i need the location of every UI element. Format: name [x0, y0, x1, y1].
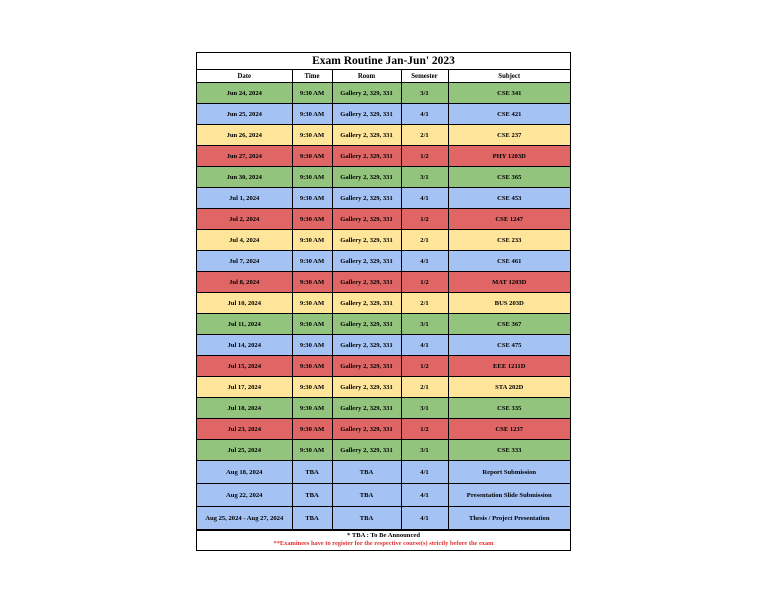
cell-room: Gallery 2, 329, 331	[332, 440, 401, 461]
cell-room: Gallery 2, 329, 331	[332, 230, 401, 251]
cell-subject: CSE 237	[448, 125, 570, 146]
cell-date: Jun 25, 2024	[197, 104, 292, 125]
cell-semester: 1/2	[401, 419, 448, 440]
cell-time: TBA	[292, 461, 332, 484]
cell-semester: 4/1	[401, 104, 448, 125]
cell-room: Gallery 2, 329, 331	[332, 125, 401, 146]
table-row	[197, 419, 570, 440]
cell-time: 9:30 AM	[292, 335, 332, 356]
cell-room: Gallery 2, 329, 331	[332, 83, 401, 104]
table-row	[197, 167, 570, 188]
cell-time: 9:30 AM	[292, 377, 332, 398]
cell-subject: MAT 1203D	[448, 272, 570, 293]
cell-subject: Report Submission	[448, 461, 570, 484]
cell-room: Gallery 2, 329, 331	[332, 293, 401, 314]
table-row	[197, 272, 570, 293]
cell-subject: EEE 1211D	[448, 356, 570, 377]
table-row	[197, 230, 570, 251]
cell-subject: CSE 453	[448, 188, 570, 209]
cell-subject: Thesis / Project Presentation	[448, 507, 570, 530]
cell-semester: 2/1	[401, 293, 448, 314]
cell-room: Gallery 2, 329, 331	[332, 335, 401, 356]
cell-time: TBA	[292, 484, 332, 507]
cell-subject: Presentation Slide Submission	[448, 484, 570, 507]
cell-date: Jun 27, 2024	[197, 146, 292, 167]
cell-room: Gallery 2, 329, 331	[332, 104, 401, 125]
cell-subject: CSE 333	[448, 440, 570, 461]
table-row	[197, 209, 570, 230]
cell-date: Jul 8, 2024	[197, 272, 292, 293]
cell-date: Jul 2, 2024	[197, 209, 292, 230]
cell-semester: 3/1	[401, 314, 448, 335]
cell-subject: CSE 461	[448, 251, 570, 272]
cell-subject: CSE 421	[448, 104, 570, 125]
cell-date: Jun 30, 2024	[197, 167, 292, 188]
cell-date: Aug 25, 2024 - Aug 27, 2024	[197, 507, 292, 530]
cell-subject: CSE 341	[448, 83, 570, 104]
cell-time: 9:30 AM	[292, 398, 332, 419]
cell-subject: PHY 1203D	[448, 146, 570, 167]
header-subject: Subject	[448, 70, 570, 83]
cell-room: Gallery 2, 329, 331	[332, 398, 401, 419]
routine-table	[197, 70, 570, 530]
cell-date: Jul 10, 2024	[197, 293, 292, 314]
cell-semester: 3/1	[401, 83, 448, 104]
table-row	[197, 83, 570, 104]
cell-semester: 4/1	[401, 461, 448, 484]
cell-time: 9:30 AM	[292, 83, 332, 104]
cell-date: Jul 15, 2024	[197, 356, 292, 377]
table-row	[197, 188, 570, 209]
cell-semester: 2/1	[401, 230, 448, 251]
cell-semester: 4/1	[401, 335, 448, 356]
table-row	[197, 484, 570, 507]
cell-room: Gallery 2, 329, 331	[332, 356, 401, 377]
cell-date: Jun 24, 2024	[197, 83, 292, 104]
cell-date: Jul 1, 2024	[197, 188, 292, 209]
cell-subject: BUS 203D	[448, 293, 570, 314]
cell-semester: 4/1	[401, 188, 448, 209]
table-row	[197, 461, 570, 484]
cell-semester: 1/2	[401, 209, 448, 230]
cell-time: 9:30 AM	[292, 188, 332, 209]
table-row	[197, 356, 570, 377]
header-date: Date	[197, 70, 292, 83]
cell-time: 9:30 AM	[292, 167, 332, 188]
table-row	[197, 125, 570, 146]
registration-note: **Examinees have to register for the respective course(s) strictly before the exam	[273, 540, 494, 547]
cell-subject: CSE 367	[448, 314, 570, 335]
cell-time: 9:30 AM	[292, 314, 332, 335]
cell-subject: CSE 1247	[448, 209, 570, 230]
cell-room: TBA	[332, 507, 401, 530]
cell-date: Jul 18, 2024	[197, 398, 292, 419]
cell-time: 9:30 AM	[292, 125, 332, 146]
cell-room: TBA	[332, 484, 401, 507]
cell-date: Aug 18, 2024	[197, 461, 292, 484]
cell-subject: CSE 1237	[448, 419, 570, 440]
cell-time: 9:30 AM	[292, 293, 332, 314]
cell-subject: CSE 475	[448, 335, 570, 356]
cell-time: 9:30 AM	[292, 419, 332, 440]
cell-semester: 4/1	[401, 507, 448, 530]
cell-time: 9:30 AM	[292, 104, 332, 125]
cell-subject: CSE 335	[448, 398, 570, 419]
table-row	[197, 104, 570, 125]
table-row	[197, 293, 570, 314]
cell-semester: 2/1	[401, 377, 448, 398]
cell-date: Jul 23, 2024	[197, 419, 292, 440]
cell-semester: 3/1	[401, 398, 448, 419]
table-row	[197, 314, 570, 335]
cell-room: Gallery 2, 329, 331	[332, 251, 401, 272]
table-row	[197, 335, 570, 356]
cell-date: Jul 4, 2024	[197, 230, 292, 251]
cell-room: Gallery 2, 329, 331	[332, 377, 401, 398]
cell-semester: 1/2	[401, 146, 448, 167]
cell-semester: 3/1	[401, 440, 448, 461]
cell-room: Gallery 2, 329, 331	[332, 314, 401, 335]
cell-room: Gallery 2, 329, 331	[332, 209, 401, 230]
cell-time: 9:30 AM	[292, 209, 332, 230]
footer-notes	[197, 530, 570, 550]
cell-room: Gallery 2, 329, 331	[332, 146, 401, 167]
cell-time: TBA	[292, 507, 332, 530]
header-row	[197, 70, 570, 83]
cell-time: 9:30 AM	[292, 440, 332, 461]
header-time: Time	[292, 70, 332, 83]
header-semester: Semester	[401, 70, 448, 83]
cell-date: Jul 7, 2024	[197, 251, 292, 272]
cell-time: 9:30 AM	[292, 230, 332, 251]
cell-time: 9:30 AM	[292, 146, 332, 167]
table-row	[197, 377, 570, 398]
table-row	[197, 507, 570, 530]
tba-note: * TBA : To Be Announced	[347, 532, 420, 539]
cell-time: 9:30 AM	[292, 272, 332, 293]
cell-semester: 3/1	[401, 167, 448, 188]
cell-time: 9:30 AM	[292, 356, 332, 377]
cell-subject: CSE 365	[448, 167, 570, 188]
cell-semester: 1/2	[401, 356, 448, 377]
cell-subject: CSE 233	[448, 230, 570, 251]
cell-room: Gallery 2, 329, 331	[332, 272, 401, 293]
table-row	[197, 251, 570, 272]
cell-room: Gallery 2, 329, 331	[332, 419, 401, 440]
cell-date: Jun 26, 2024	[197, 125, 292, 146]
table-row	[197, 146, 570, 167]
cell-room: Gallery 2, 329, 331	[332, 188, 401, 209]
exam-routine-sheet	[196, 52, 571, 551]
cell-semester: 1/2	[401, 272, 448, 293]
header-room: Room	[332, 70, 401, 83]
cell-date: Jul 25, 2024	[197, 440, 292, 461]
cell-date: Jul 14, 2024	[197, 335, 292, 356]
cell-room: Gallery 2, 329, 331	[332, 167, 401, 188]
routine-title: Exam Routine Jan-Jun' 2023	[197, 53, 570, 70]
cell-date: Jul 17, 2024	[197, 377, 292, 398]
cell-semester: 4/1	[401, 484, 448, 507]
cell-room: TBA	[332, 461, 401, 484]
cell-subject: STA 202D	[448, 377, 570, 398]
table-row	[197, 440, 570, 461]
cell-time: 9:30 AM	[292, 251, 332, 272]
cell-date: Jul 11, 2024	[197, 314, 292, 335]
cell-semester: 4/1	[401, 251, 448, 272]
cell-date: Aug 22, 2024	[197, 484, 292, 507]
cell-semester: 2/1	[401, 125, 448, 146]
routine-rows	[197, 83, 570, 530]
table-row	[197, 398, 570, 419]
